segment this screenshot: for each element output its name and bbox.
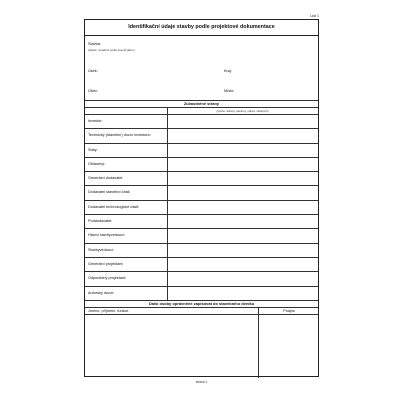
party-details-cell[interactable]: [168, 128, 318, 142]
signature-column-header: Podpis: [283, 309, 295, 313]
party-row: [85, 286, 318, 300]
party-row: [85, 271, 318, 285]
party-label: Technický (stavební) dozor investora:: [88, 133, 151, 138]
party-row: [85, 200, 318, 214]
party-details-cell[interactable]: [168, 214, 318, 228]
party-label: Ohlasený:: [88, 161, 106, 166]
party-row: [85, 257, 318, 271]
party-row: [85, 114, 318, 128]
misto-label: Místo:: [224, 89, 235, 93]
party-label: Generální dodavatel:: [88, 176, 124, 181]
parties-heading: Zúčastněné strany: [183, 101, 220, 106]
party-row: [85, 143, 318, 157]
party-row: [85, 171, 318, 185]
party-label: Hlavní stavbyvedoucí:: [88, 233, 126, 238]
party-label: Státy:: [88, 147, 98, 152]
party-details-cell[interactable]: [168, 157, 318, 171]
party-label: Autorský dozor:: [88, 290, 115, 295]
party-row: [85, 214, 318, 228]
party-details-cell[interactable]: [168, 186, 318, 200]
party-details-cell[interactable]: [168, 200, 318, 214]
party-label: Investor:: [88, 118, 103, 123]
kraj-label: Kraj:: [224, 69, 232, 73]
party-label: Generální projektant:: [88, 261, 124, 266]
party-row: [85, 128, 318, 142]
party-label: Dodavatel stavební části:: [88, 190, 131, 195]
party-details-cell[interactable]: [168, 286, 318, 300]
construction-identification-form: [84, 19, 319, 377]
party-details-cell[interactable]: [168, 228, 318, 242]
party-details-cell[interactable]: [168, 143, 318, 157]
authorized-heading: Další osoby oprávněné zapisovat do stavebního deníku: [148, 301, 255, 306]
stavba-hint: (objekt, označení podle kmenů plánu): [88, 47, 135, 52]
party-row: [85, 157, 318, 171]
usek-label: Úsek:: [88, 69, 98, 73]
party-details-cell[interactable]: [168, 257, 318, 271]
sheet-number: List 1: [310, 14, 319, 18]
party-label: Odpovědný projektant:: [88, 276, 127, 281]
party-row: [85, 243, 318, 257]
party-label: Dodavatel technologické části:: [88, 204, 140, 209]
party-details-cell[interactable]: [168, 243, 318, 257]
page-number: strana 1: [195, 380, 208, 384]
form-title: Identifikační údaje stavby podle projektové dokumentace: [85, 20, 318, 36]
name-column-header: Jméno, příjmení, funkce: [88, 309, 129, 313]
party-details-cell[interactable]: [168, 271, 318, 285]
stavba-label: Stavba:: [88, 42, 101, 46]
party-details-cell[interactable]: [168, 114, 318, 128]
party-row: [85, 186, 318, 200]
party-details-cell[interactable]: [168, 171, 318, 185]
party-label: Poddodavatel:: [88, 219, 113, 224]
obec-label: Obec:: [88, 89, 99, 93]
parties-column-hint: (jméno, adresy, telefony, odpov. zástupců): [216, 109, 269, 113]
party-row: [85, 228, 318, 242]
party-label: Stavbyvedoucí:: [88, 247, 114, 252]
